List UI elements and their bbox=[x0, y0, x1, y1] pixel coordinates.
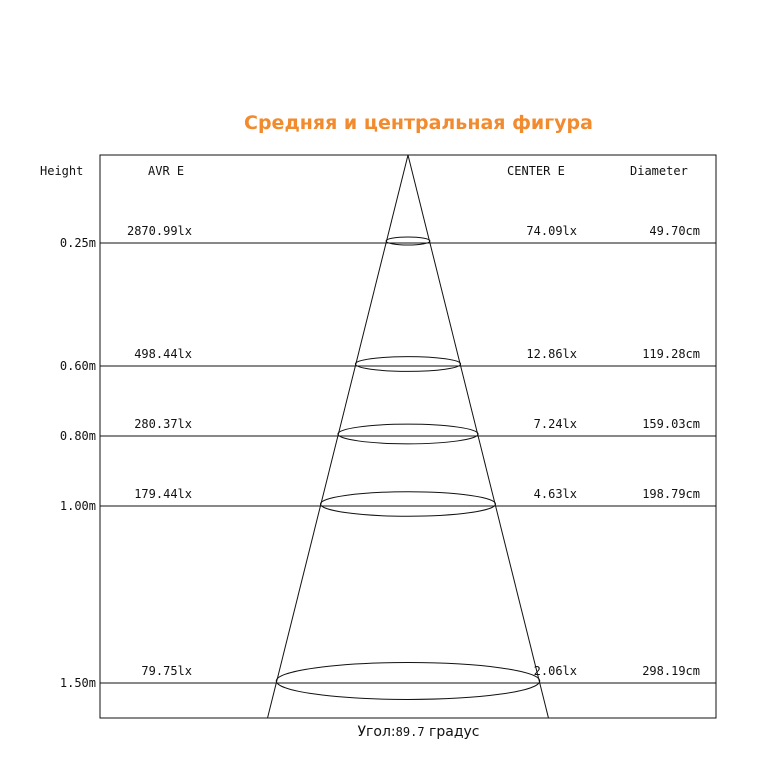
beam-ellipse bbox=[320, 492, 495, 517]
beam-ellipse bbox=[276, 663, 539, 700]
diameter-value: 198.79cm bbox=[642, 487, 700, 501]
avr-e-value: 280.37lx bbox=[134, 417, 192, 431]
beam-ellipse bbox=[386, 237, 430, 245]
height-levels bbox=[60, 224, 716, 699]
beam-ellipse bbox=[338, 424, 478, 444]
height-label: 1.00m bbox=[59, 499, 96, 513]
height-label: 0.80m bbox=[59, 429, 96, 443]
beam-angle-caption bbox=[0, 724, 767, 740]
avr-e-value: 79.75lx bbox=[141, 664, 192, 678]
avr-e-value: 498.44lx bbox=[134, 347, 192, 361]
header-height: Height bbox=[40, 164, 84, 178]
angle-unit: градус bbox=[424, 724, 480, 740]
diameter-value: 159.03cm bbox=[642, 417, 700, 431]
center-e-value: 7.24lx bbox=[533, 417, 577, 431]
beam-ellipse bbox=[355, 357, 460, 372]
diameter-value: 298.19cm bbox=[642, 664, 700, 678]
avr-e-value: 2870.99lx bbox=[126, 224, 192, 238]
header-center-e: CENTER E bbox=[507, 164, 565, 178]
header-avr-e: AVR E bbox=[148, 164, 185, 178]
header-diameter: Diameter bbox=[630, 164, 688, 178]
height-label: 0.60m bbox=[59, 359, 96, 373]
angle-value: 89.7 bbox=[395, 725, 425, 739]
diameter-value: 119.28cm bbox=[642, 347, 700, 361]
height-label: 1.50m bbox=[59, 676, 96, 690]
height-label: 0.25m bbox=[59, 236, 96, 250]
diameter-value: 49.70cm bbox=[649, 224, 700, 238]
center-e-value: 2.06lx bbox=[533, 664, 577, 678]
avr-e-value: 179.44lx bbox=[134, 487, 192, 501]
diagram-title: Средняя и центральная фигура bbox=[244, 112, 593, 134]
center-e-value: 4.63lx bbox=[533, 487, 577, 501]
angle-label: Угол: bbox=[357, 724, 396, 740]
center-e-value: 74.09lx bbox=[526, 224, 577, 238]
center-e-value: 12.86lx bbox=[526, 347, 577, 361]
